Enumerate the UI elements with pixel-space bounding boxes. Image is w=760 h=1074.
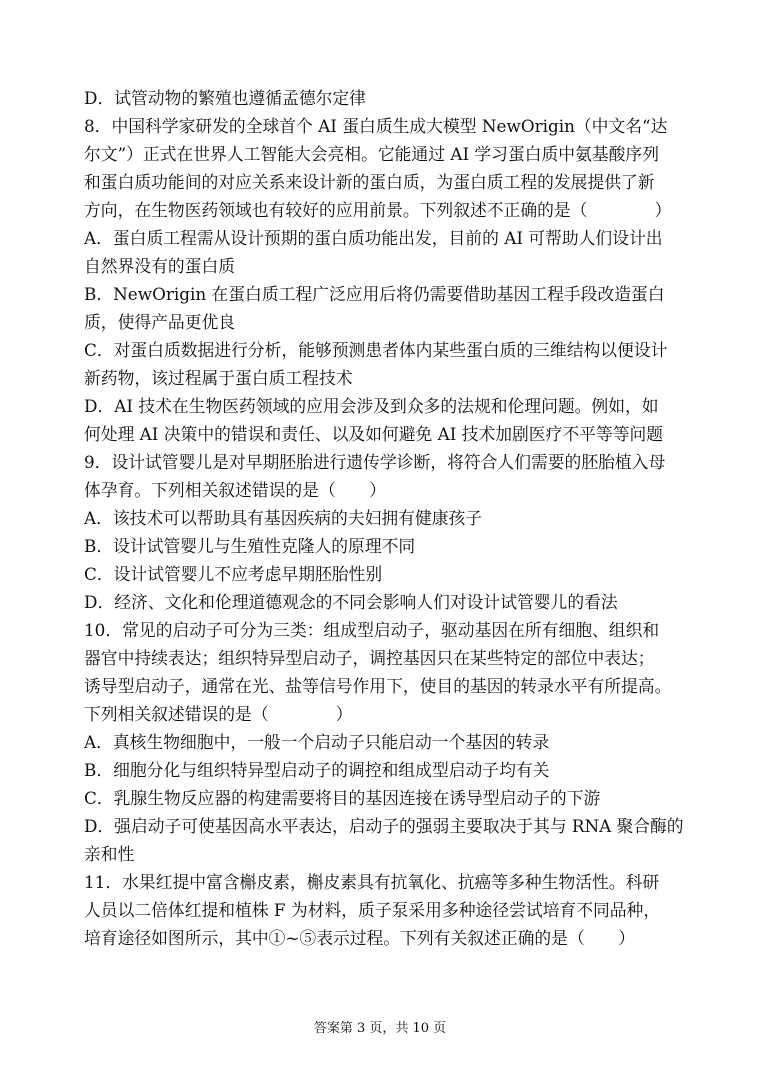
- text-line: C．乳腺生物反应器的构建需要将目的基因连接在诱导型启动子的下游: [84, 788, 601, 808]
- text-line: B．细胞分化与组织特异型启动子的调控和组成型启动子均有关: [84, 760, 550, 780]
- text-line: D．强启动子可使基因高水平表达，启动子的强弱主要取决于其与 RNA 聚合酶的: [84, 816, 684, 836]
- text-line: 10．常见的启动子可分为三类：组成型启动子，驱动基因在所有细胞、组织和: [84, 620, 660, 640]
- text-line: A．该技术可以帮助具有基因疾病的夫妇拥有健康孩子: [84, 508, 483, 528]
- text-line: 培育途径如图所示，其中①~⑤表示过程。下列有关叙述正确的是（ ）: [84, 928, 636, 948]
- text-line: 和蛋白质功能间的对应关系来设计新的蛋白质，为蛋白质工程的发展提供了新: [84, 172, 655, 192]
- text-line: 器官中持续表达；组织特异型启动子，调控基因只在某些特定的部位中表达；: [84, 648, 655, 668]
- text-line: D．AI 技术在生物医药领域的应用会涉及到众多的法规和伦理问题。例如，如: [84, 396, 659, 416]
- text-line: B．设计试管婴儿与生殖性克隆人的原理不同: [84, 536, 416, 556]
- text-line: B．NewOrigin 在蛋白质工程广泛应用后将仍需要借助基因工程手段改造蛋白: [84, 284, 665, 304]
- text-line: D．试管动物的繁殖也遵循孟德尔定律: [84, 88, 366, 108]
- document-body: [84, 84, 684, 952]
- text-line: A．蛋白质工程需从设计预期的蛋白质功能出发，目前的 AI 可帮助人们设计出: [84, 228, 663, 248]
- text-line: 质，使得产品更优良: [84, 312, 236, 332]
- text-line: 亲和性: [84, 844, 135, 864]
- page-footer: 答案第 3 页，共 10 页: [313, 1021, 447, 1036]
- text-line: C．设计试管婴儿不应考虑早期胚胎性别: [84, 564, 383, 584]
- text-line: 下列相关叙述错误的是（ ）: [84, 704, 353, 724]
- text-line: 11．水果红提中富含槲皮素，槲皮素具有抗氧化、抗癌等多种生物活性。科研: [84, 872, 660, 892]
- text-line: 自然界没有的蛋白质: [84, 256, 236, 276]
- text-line: 新药物，该过程属于蛋白质工程技术: [84, 368, 353, 388]
- text-line: D．经济、文化和伦理道德观念的不同会影响人们对设计试管婴儿的看法: [84, 592, 618, 612]
- text-line: 方向，在生物医药领域也有较好的应用前景。下列叙述不正确的是（ ）: [84, 200, 672, 220]
- text-line: 9．设计试管婴儿是对早期胚胎进行遗传学诊断，将符合人们需要的胚胎植入母: [84, 452, 666, 472]
- text-line: 体孕育。下列相关叙述错误的是（ ）: [84, 480, 387, 500]
- text-line: C．对蛋白质数据进行分析，能够预测患者体内某些蛋白质的三维结构以便设计: [84, 340, 668, 360]
- text-line: 诱导型启动子，通常在光、盐等信号作用下，使目的基因的转录水平有所提高。: [84, 676, 672, 696]
- text-line: 8．中国科学家研发的全球首个 AI 蛋白质生成大模型 NewOrigin（中文名“达: [84, 116, 668, 136]
- text-line: 人员以二倍体红提和植株 F 为材料，质子泵采用多种途径尝试培育不同品种，: [84, 900, 661, 920]
- text-line: 何处理 AI 决策中的错误和责任、以及如何避免 AI 技术加剧医疗不平等等问题: [84, 424, 664, 444]
- text-line: 尔文”）正式在世界人工智能大会亮相。它能通过 AI 学习蛋白质中氨基酸序列: [84, 144, 659, 164]
- text-line: A．真核生物细胞中，一般一个启动子只能启动一个基因的转录: [84, 732, 550, 752]
